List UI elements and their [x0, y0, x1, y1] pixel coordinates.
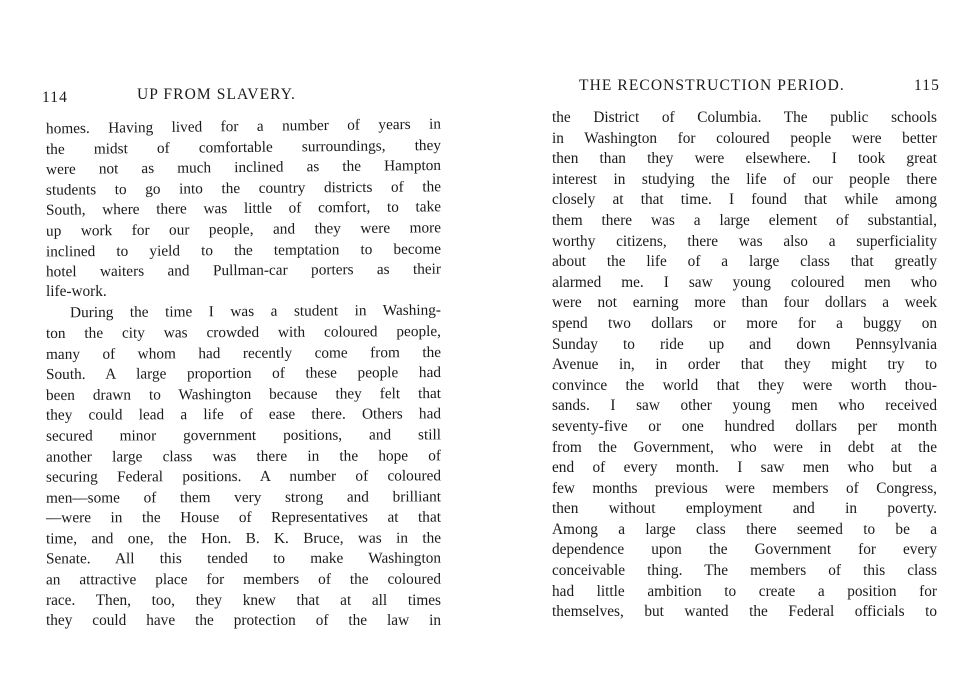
text-line: race. Then, too, they knew that at all times — [46, 591, 441, 609]
text-line: Sunday to ride up and down Pennsylvania — [552, 335, 937, 353]
text-line: dependence upon the Government for every — [552, 541, 937, 559]
text-line: another large class was there in the hope of — [45, 446, 442, 466]
text-line: securing Federal positions. A number of coloured — [45, 467, 442, 486]
text-line: sands. I saw other young men who received — [552, 397, 937, 415]
body-text — [46, 117, 441, 632]
text-line: themselves, but wanted the Federal officials to — [552, 603, 937, 621]
text-line: students to go into the country districts of the — [45, 178, 442, 199]
text-line: closely at that time. I found that while among — [552, 191, 937, 209]
text-line: the District of Columbia. The public schools — [552, 109, 937, 126]
text-line: worthy citizens, there was also a superficiality — [552, 232, 937, 250]
text-line: then than they were elsewhere. I took great — [552, 150, 937, 168]
text-line: spend two dollars or more for a buggy on — [552, 314, 937, 332]
text-line: South. A large proportion of these people had — [45, 364, 442, 384]
text-line: in Washington for coloured people were better — [552, 129, 937, 147]
text-line: many of whom had recently come from the — [45, 343, 442, 363]
text-line: were not earning more than four dollars a week — [552, 294, 937, 312]
page-number: 114 — [42, 89, 68, 106]
text-line: men—some of them very strong and brilliant — [45, 487, 442, 507]
text-line: end of every month. I saw men who but a — [552, 459, 937, 477]
text-line: been drawn to Washington because they felt that — [45, 384, 442, 404]
text-line: they could have the protection of the law in — [46, 612, 441, 630]
text-line: secured minor government positions, and still — [45, 426, 442, 445]
text-line: up work for our people, and they were more — [45, 219, 442, 240]
text-line: alarmed me. I saw young coloured men who — [552, 273, 937, 291]
text-line: about the life of a large class that greatly — [552, 253, 937, 271]
text-line: conceivable thing. The members of this class — [552, 562, 937, 580]
text-line: Senate. All this tended to make Washington — [45, 550, 442, 568]
text-line: homes. Having lived for a number of years in — [45, 115, 442, 138]
text-line: had little ambition to create a position for — [552, 582, 937, 600]
page-number: 115 — [914, 77, 940, 94]
text-line: seventy-five or one hundred dollars per month — [552, 417, 937, 435]
text-line: —were in the House of Representatives at that — [45, 508, 442, 527]
text-line: an attractive place for members of the coloured — [45, 570, 442, 589]
text-line: the midst of comfortable surroundings, they — [45, 136, 442, 158]
text-line: life-work. — [46, 282, 107, 300]
right-page — [490, 0, 980, 675]
text-line: were not as much inclined as the Hampton — [45, 157, 442, 179]
text-line: few months previous were members of Congress, — [552, 479, 937, 497]
text-line: them there was a large element of substantial, — [552, 211, 937, 229]
text-line: convince the world that they were worth thou- — [552, 376, 937, 394]
text-line: interest in studying the life of our people there — [552, 170, 937, 188]
running-head: UP FROM SLAVERY. — [137, 86, 297, 103]
text-line: ton the city was crowded with coloured people, — [45, 322, 442, 342]
text-line: South, where there was little of comfort, to take — [45, 198, 442, 220]
text-line: Avenue in, in order that they might try to — [552, 356, 937, 374]
text-line: then without employment and in poverty. — [552, 500, 937, 518]
text-line: they could lead a life of ease there. Others had — [45, 405, 442, 425]
running-head: THE RECONSTRUCTION PERIOD. — [579, 77, 845, 94]
text-line: from the Government, who were in debt at the — [552, 438, 937, 456]
body-text — [552, 108, 937, 623]
text-line: inclined to yield to the temptation to become — [45, 240, 442, 260]
text-line: Among a large class there seemed to be a — [552, 520, 937, 538]
text-line: hotel waiters and Pullman-car porters as their — [45, 260, 442, 281]
text-line: During the time I was a student in Washing- — [69, 301, 442, 322]
text-line: time, and one, the Hon. B. K. Bruce, was in the — [45, 529, 442, 548]
